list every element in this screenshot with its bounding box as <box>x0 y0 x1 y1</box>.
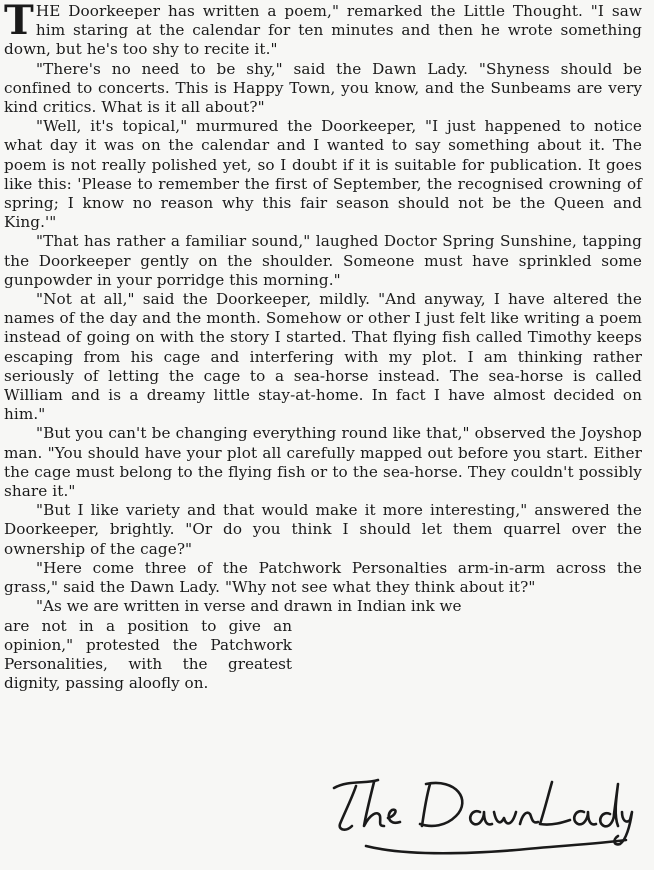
paragraph-9 <box>4 597 642 693</box>
paragraph-1-text: HE Doorkeeper has written a poem," remarked the Little Thought. "I saw him staring at the calendar for ten minutes and then he wrote something down, but he's too shy to recite it." <box>4 2 642 59</box>
paragraph-7: "But I like variety and that would make it more interesting," answered the Doorkeeper, brightly. "Or do you think I should let them quarrel over the ownership of the cage?" <box>4 501 642 558</box>
paragraph-2: "There's no need to be shy," said the Dawn Lady. "Shyness should be confined to concerts. This is Happy Town, you know, and the Sunbeams are very kind critics. What is it all about?" <box>4 59 642 117</box>
signature-icon <box>326 770 636 862</box>
paragraph-3: "Well, it's topical," murmured the Doorkeeper, "I just happened to notice what day it was on the calendar and I wanted to say something about it. The poem is not really polished yet, so I doubt if it is suitable for publication. It goes like this: 'Please to remember the first of September, the recognised crowning of spring; I know no reason why this fair season should not be the Queen and King.'" <box>4 117 642 232</box>
paragraph-5: "Not at all," said the Doorkeeper, mildly. "And anyway, I have altered the names of the day and the month. Somehow or other I just felt like writing a poem instead of going on with the story I started. That flying fish called Timothy keeps escaping from his cage and interfering with my plot. I am thinking rather seriously of letting the cage to a sea-horse instead. The sea-horse is called William and is a dreamy little stay-at-home. In fact I have almost decided on him." <box>4 290 642 424</box>
paragraph-6: "But you can't be changing everything round like that," observed the Joyshop man. "You should have your plot all carefully mapped out before you start. Either the cage must belong to the flying fish or to the sea-horse. They couldn't possibly share it." <box>4 424 642 501</box>
paragraph-8: "Here come three of the Patchwork Personalties arm-in-arm across the grass," said the Dawn Lady. "Why not see what they think about it?" <box>4 558 642 597</box>
paragraph-9-rest: are not in a position to give an opinion," protested the Patchwork Personalities, with the greatest dignity, passing aloofly on. <box>4 616 292 693</box>
paragraph-9-first-line: "As we are written in verse and drawn in Indian ink we <box>36 597 462 616</box>
paragraph-4: "That has rather a familiar sound," laughed Doctor Spring Sunshine, tapping the Doorkeeper gently on the shoulder. Someone must have sprinkled some gunpowder in your porridge this morning." <box>4 232 642 289</box>
paragraph-1 <box>4 2 642 60</box>
signature <box>326 770 636 862</box>
drop-cap: T <box>4 0 34 44</box>
